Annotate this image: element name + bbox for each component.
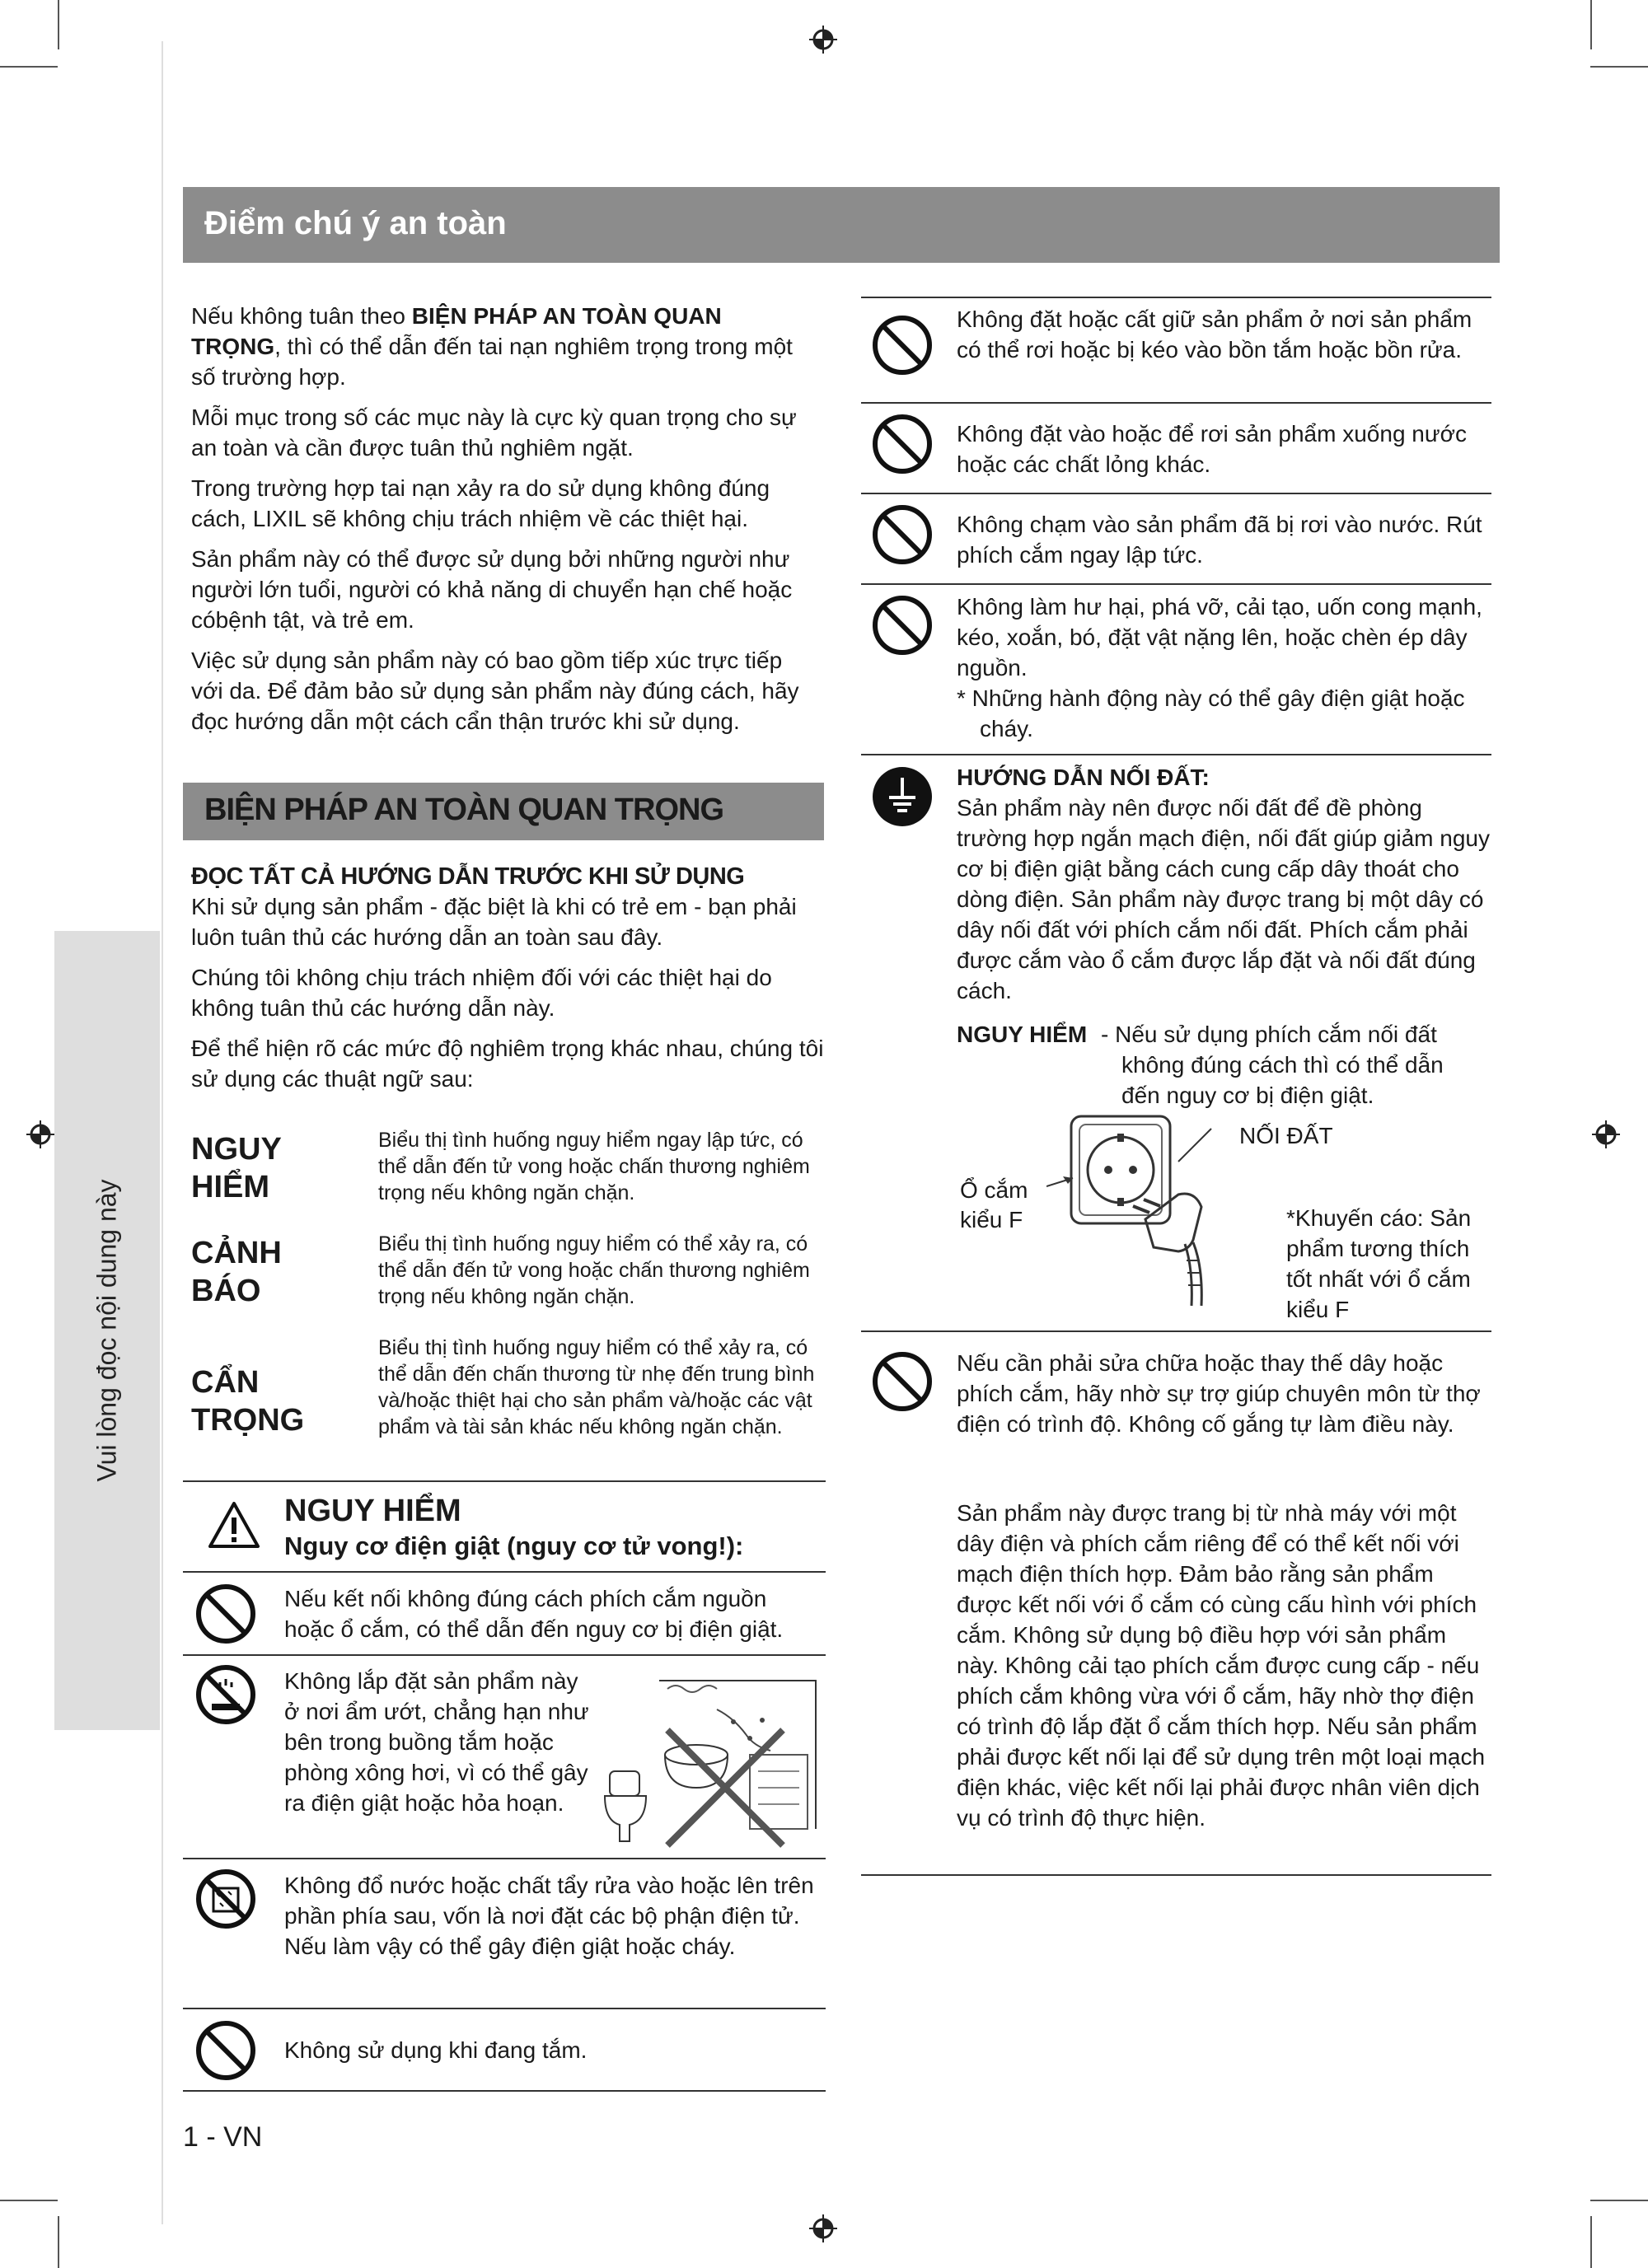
read-all-paragraph-3: Để thể hiện rõ các mức độ nghiêm trọng khác nhau, chúng tôi sử dụng các thuật ngữ sau:	[191, 1036, 824, 1092]
grounding-body: Sản phẩm này nên được nối đất để đề phòng trường hợp ngắn mạch điện, nối đất giúp giảm nguy cơ bị điện giật bằng cách cung cấp dây thoát cho dòng điện. Sản phẩm này được trang bị một dây có dây nối đất với phích cắm nối đất. Phích cắm phải được cắm vào ổ cắm được lắp đặt và nối đất đúng cách.	[957, 795, 1490, 1003]
margin-line	[162, 41, 163, 2224]
prohibition-icon	[195, 2020, 256, 2081]
crop-mark	[1590, 0, 1592, 49]
divider	[183, 2090, 826, 2092]
no-wet-location-icon	[195, 1664, 256, 1725]
divider	[183, 1480, 826, 1482]
prohibition-icon	[872, 315, 933, 376]
intro-section	[191, 301, 817, 746]
crop-mark	[58, 0, 59, 49]
ground-icon	[872, 766, 933, 827]
divider	[861, 297, 1491, 298]
divider	[861, 754, 1491, 755]
prohibition-icon	[872, 504, 933, 565]
read-all-heading: ĐỌC TẤT CẢ HƯỚNG DẪN TRƯỚC KHI SỬ DỤNG	[191, 863, 745, 890]
divider	[183, 1858, 826, 1859]
level-term-caution: CẨN TRỌNG	[191, 1365, 305, 1438]
right-item-4: Không làm hư hại, phá vỡ, cải tạo, uốn cong mạnh, kéo, xoắn, bó, đặt vật nặng lên, hoặc chèn ép dây nguồn.	[957, 594, 1482, 680]
danger-item-3: Không đổ nước hoặc chất tẩy rửa vào hoặc lên trên phần phía sau, vốn là nơi đặt các bộ phận điện tử. Nếu làm vậy có thể gây điện giật hoặc cháy.	[284, 1873, 814, 1959]
crop-mark	[1590, 2200, 1648, 2201]
divider	[183, 1654, 826, 1656]
registration-mark-icon	[1590, 1119, 1622, 1150]
crop-mark	[0, 66, 58, 68]
read-all-paragraph-1: Khi sử dụng sản phẩm - đặc biệt là khi có trẻ em - bạn phải luôn tuân thủ các hướng dẫn an toàn sau đây.	[191, 894, 797, 950]
intro-paragraph-4: Sản phẩm này có thể được sử dụng bởi những người như người lớn tuổi, người có khả năng di chuyển hạn chế hoặc cóbệnh tật, và trẻ em.	[191, 546, 793, 633]
right-item-1: Không đặt hoặc cất giữ sản phẩm ở nơi sản phẩm có thể rơi hoặc bị kéo vào bồn tắm hoặc bồn rửa.	[957, 306, 1472, 362]
prohibition-icon	[872, 1351, 933, 1412]
warning-triangle-icon	[208, 1501, 260, 1549]
intro-paragraph-1: Nếu không tuân theo BIỆN PHÁP AN TOÀN QUAN TRỌNG, thì có thể dẫn đến tai nạn nghiêm trọng trong một số trường hợp.	[191, 303, 793, 390]
label-ground: NỐI ĐẤT	[1239, 1123, 1333, 1148]
registration-mark-icon	[808, 24, 839, 55]
page-title: Điểm chú ý an toàn	[204, 205, 507, 241]
danger-item-1: Nếu kết nối không đúng cách phích cắm nguồn hoặc ổ cắm, có thể dẫn đến nguy cơ bị điện giật.	[284, 1586, 784, 1642]
danger-item-4: Không sử dụng khi đang tắm.	[284, 2037, 588, 2063]
grounding-danger-label: NGUY HIỂM	[957, 1022, 1088, 1047]
read-all-section	[191, 862, 826, 1104]
registration-mark-icon	[25, 1119, 56, 1150]
crop-mark	[1590, 66, 1648, 68]
grounding-danger-text: - Nếu sử dụng phích cắm nối đất không đúng cách thì có thể dẫn đến nguy cơ bị điện giật.	[1101, 1022, 1444, 1108]
divider	[861, 1874, 1491, 1876]
level-term-warning: CẢNH BÁO	[191, 1236, 282, 1308]
intro-paragraph-5: Việc sử dụng sản phẩm này có bao gồm tiếp xúc trực tiếp với da. Để đảm bảo sử dụng sản phẩm này đúng cách, hãy đọc hướng dẫn một cách cẩn thận trước khi sử dụng.	[191, 648, 799, 734]
page-title-bar	[183, 187, 1500, 263]
read-all-paragraph-2: Chúng tôi không chịu trách nhiệm đối với các thiệt hại do không tuân thủ các hướng dẫn này.	[191, 965, 772, 1021]
prohibition-icon	[195, 1583, 256, 1644]
level-desc-danger: Biểu thị tình huống nguy hiểm ngay lập tức, có thể dẫn đến tử vong hoặc chấn thương nghiêm trọng nếu không ngăn chặn.	[378, 1129, 810, 1204]
level-term-danger: NGUY HIỂM	[191, 1132, 282, 1204]
intro-paragraph-3: Trong trường hợp tai nạn xảy ra do sử dụng không đúng cách, LIXIL sẽ không chịu trách nhiệm về các thiệt hại.	[191, 475, 770, 531]
divider	[183, 1571, 826, 1573]
divider	[183, 2008, 826, 2009]
registration-mark-icon	[808, 2213, 839, 2244]
divider	[861, 402, 1491, 404]
page-number: 1 - VN	[183, 2121, 263, 2153]
factory-text: Sản phẩm này được trang bị từ nhà máy với một dây điện và phích cắm riêng để có thể kết nối với mạch điện thích hợp. Đảm bảo rằng sản phẩm được kết nối với ổ cắm có cùng cấu hình với phích cắm. Không sử dụng bộ điều hợp với sản phẩm này. Không cải tạo phích cắm được cung cấp - nếu phích cắm không vừa với ổ cắm, hãy nhờ thợ điện có trình độ lắp đặt ổ cắm thích hợp. Nếu sản phẩm phải được kết nối lại để sử dụng trên một loại mạch điện khác, việc kết nối lại phải được nhân viên dịch vụ có trình độ thực hiện.	[957, 1500, 1486, 1831]
section-title-bar	[183, 783, 824, 840]
intro-paragraph-2: Mỗi mục trong số các mục này là cực kỳ quan trọng cho sự an toàn và cần được tuân thủ nghiêm ngặt.	[191, 404, 797, 461]
crop-mark	[58, 2216, 59, 2268]
crop-mark	[1590, 2216, 1592, 2268]
right-note: * Những hành động này có thể gây điện giật hoặc cháy.	[957, 685, 1465, 741]
level-desc-caution: Biểu thị tình huống nguy hiểm có thể xảy ra, có thể dẫn đến chấn thương từ nhẹ đến trung bình và/hoặc thiệt hại cho sản phẩm và/hoặc các vật phẩm và tài sản khác nếu không ngăn chặn.	[378, 1336, 815, 1438]
danger-item-2: Không lắp đặt sản phẩm này ở nơi ẩm ướt, chẳng hạn như bên trong buồng tắm hoặc phòng xông hơi, vì có thể gây ra điện giật hoặc hỏa hoạn.	[284, 1668, 589, 1816]
divider	[861, 1330, 1491, 1332]
section-title: BIỆN PHÁP AN TOÀN QUAN TRỌNG	[204, 793, 724, 827]
label-socket: Ổ cắm kiểu F	[960, 1177, 1028, 1232]
no-water-spray-icon	[195, 1868, 256, 1929]
grounding-heading: HƯỚNG DẪN NỐI ĐẤT:	[957, 765, 1210, 790]
right-item-3: Không chạm vào sản phẩm đã bị rơi vào nước. Rút phích cắm ngay lập tức.	[957, 512, 1482, 568]
side-tab	[54, 931, 160, 1730]
right-item-2: Không đặt vào hoặc để rơi sản phẩm xuống nước hoặc các chất lỏng khác.	[957, 421, 1467, 477]
danger-title: NGUY HIỂM	[284, 1494, 461, 1528]
level-desc-warning: Biểu thị tình huống nguy hiểm có thể xảy ra, có thể dẫn đến tử vong hoặc chấn thương nghiêm trọng nếu không ngăn chặn.	[378, 1232, 810, 1308]
prohibition-icon	[872, 414, 933, 475]
divider	[861, 493, 1491, 494]
repair-text: Nếu cần phải sửa chữa hoặc thay thế dây hoặc phích cắm, hãy nhờ sự trợ giúp chuyên môn từ thợ điện có trình độ. Không cố gắng tự làm điều này.	[957, 1350, 1481, 1437]
socket-recommendation: *Khuyến cáo: Sản phẩm tương thích tốt nhất với ổ cắm kiểu F	[1286, 1205, 1472, 1322]
bathroom-illustration	[593, 1672, 826, 1854]
side-tab-label: Vui lòng đọc nội dung này	[91, 1179, 122, 1482]
danger-subtitle: Nguy cơ điện giật (nguy cơ tử vong!):	[284, 1531, 744, 1560]
crop-mark	[0, 2200, 58, 2201]
divider	[861, 583, 1491, 585]
prohibition-icon	[872, 595, 933, 656]
